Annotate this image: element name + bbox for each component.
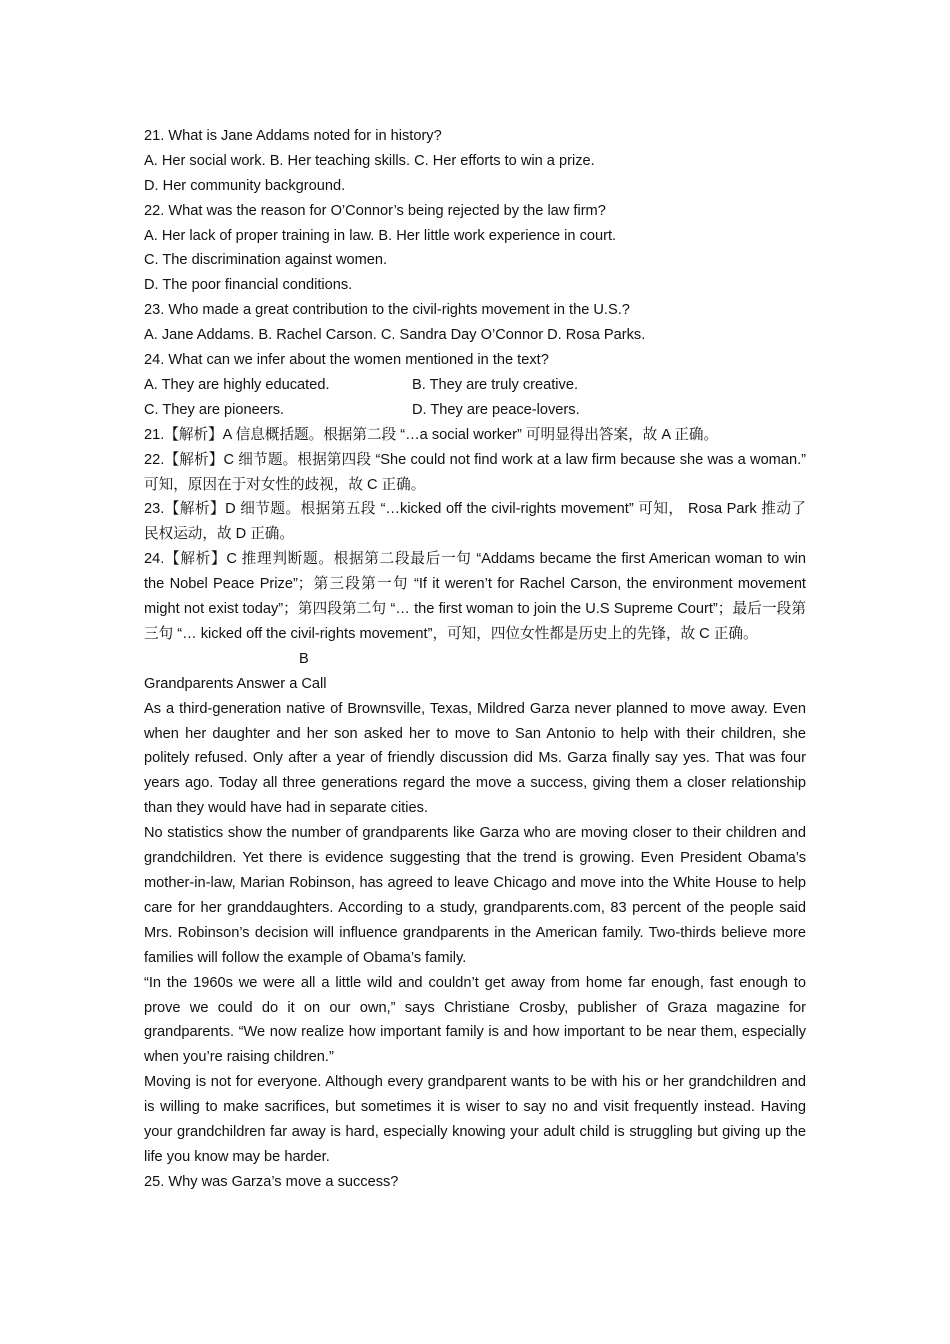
- passage-paragraph-3: “In the 1960s we were all a little wild and couldn’t get away from home far enough, fast enough to prove we could do it on our own,” says Christiane Crosby, publisher of Graza magazine for grandparents. “We now realize how important family is and how important to be near them, especially when you’re raising children.”: [144, 974, 806, 1066]
- section-b-label: B: [299, 650, 309, 667]
- question-22-options-line-3: D. The poor financial conditions.: [144, 277, 353, 294]
- question-24-option-d: D. They are peace-lovers.: [412, 401, 580, 418]
- question-22-stem: 22. What was the reason for O’Connor’s being rejected by the law firm?: [144, 202, 606, 219]
- question-25-stem: 25. Why was Garza’s move a success?: [144, 1173, 399, 1190]
- analysis-22: 22.【解析】C 细节题。根据第四段 “She could not find work at a law firm because she was a woman.” 可知，原因在于对女性的歧视，故 C 正确。: [144, 451, 806, 493]
- document-page: [144, 124, 806, 1195]
- passage-paragraph-4: Moving is not for everyone. Although every grandparent wants to be with his or her grandchildren and is willing to make sacrifices, but sometimes it is wiser to say no and visit frequently instead. Having your grandchildren far away is hard, especially knowing your adult child is struggling but giving up the life you know may be harder.: [144, 1074, 806, 1165]
- question-23-stem: 23. Who made a great contribution to the civil-rights movement in the U.S.?: [144, 302, 630, 319]
- analysis-24: 24.【解析】C 推理判断题。根据第二段最后一句 “Addams became the first American woman to win the Nobel Peace Prize”；第三段第一句 “If it weren’t for Rachel Carson, the environment movement might not exist today”；第四段第二句 “… the first woman to join the U.S Supreme Court”；最后一段第三句 “… kicked off the civil-rights movement”，可知，四位女性都是历史上的先锋，故 C 正确。: [144, 551, 806, 642]
- passage-paragraph-1: As a third-generation native of Brownsville, Texas, Mildred Garza never planned to move away. Even when her daughter and her son asked her to move to San Antonio to help with their children, she politely refused. Only after a year of friendly discussion did Ms. Garza finally say yes. That was four years ago. Today all three generations regard the move a success, giving them a closer relationship than they would have had in separate cities.: [144, 700, 806, 817]
- question-24-stem: 24. What can we infer about the women mentioned in the text?: [144, 352, 549, 369]
- analysis-23: 23.【解析】D 细节题。根据第五段 “…kicked off the civil-rights movement” 可知， Rosa Park 推动了民权运动，故 D 正确。: [144, 501, 806, 543]
- analysis-21: 21.【解析】A 信息概括题。根据第二段 “…a social worker” 可明显得出答案，故 A 正确。: [144, 426, 719, 443]
- section-b-title: Grandparents Answer a Call: [144, 675, 327, 692]
- question-24-option-a: A. They are highly educated.: [144, 376, 330, 393]
- question-21-options-line-2: D. Her community background.: [144, 177, 346, 194]
- question-24-options-row-1: [144, 373, 806, 398]
- question-22-options-line-1: A. Her lack of proper training in law. B. Her little work experience in court.: [144, 227, 617, 244]
- question-23-options-line-1: A. Jane Addams. B. Rachel Carson. C. Sandra Day O’Connor D. Rosa Parks.: [144, 327, 646, 344]
- question-21-stem: 21. What is Jane Addams noted for in history?: [144, 128, 442, 144]
- passage-paragraph-2: No statistics show the number of grandparents like Garza who are moving closer to their children and grandchildren. Yet there is evidence suggesting that the trend is growing. Even President Obama’s mother-in-law, Marian Robinson, has agreed to leave Chicago and move into the White House to help care for her granddaughters. According to a study, grandparents.com, 83 percent of the people said Mrs. Robinson’s decision will influence grandparents in the American family. Two-thirds believe more families will follow the example of Obama’s family.: [144, 825, 806, 966]
- question-24-options-row-2: [144, 398, 806, 423]
- question-22-options-line-2: C. The discrimination against women.: [144, 252, 388, 269]
- question-24-option-b: B. They are truly creative.: [412, 376, 579, 393]
- question-24-option-c: C. They are pioneers.: [144, 401, 285, 418]
- question-21-options-line-1: A. Her social work. B. Her teaching skills. C. Her efforts to win a prize.: [144, 152, 595, 169]
